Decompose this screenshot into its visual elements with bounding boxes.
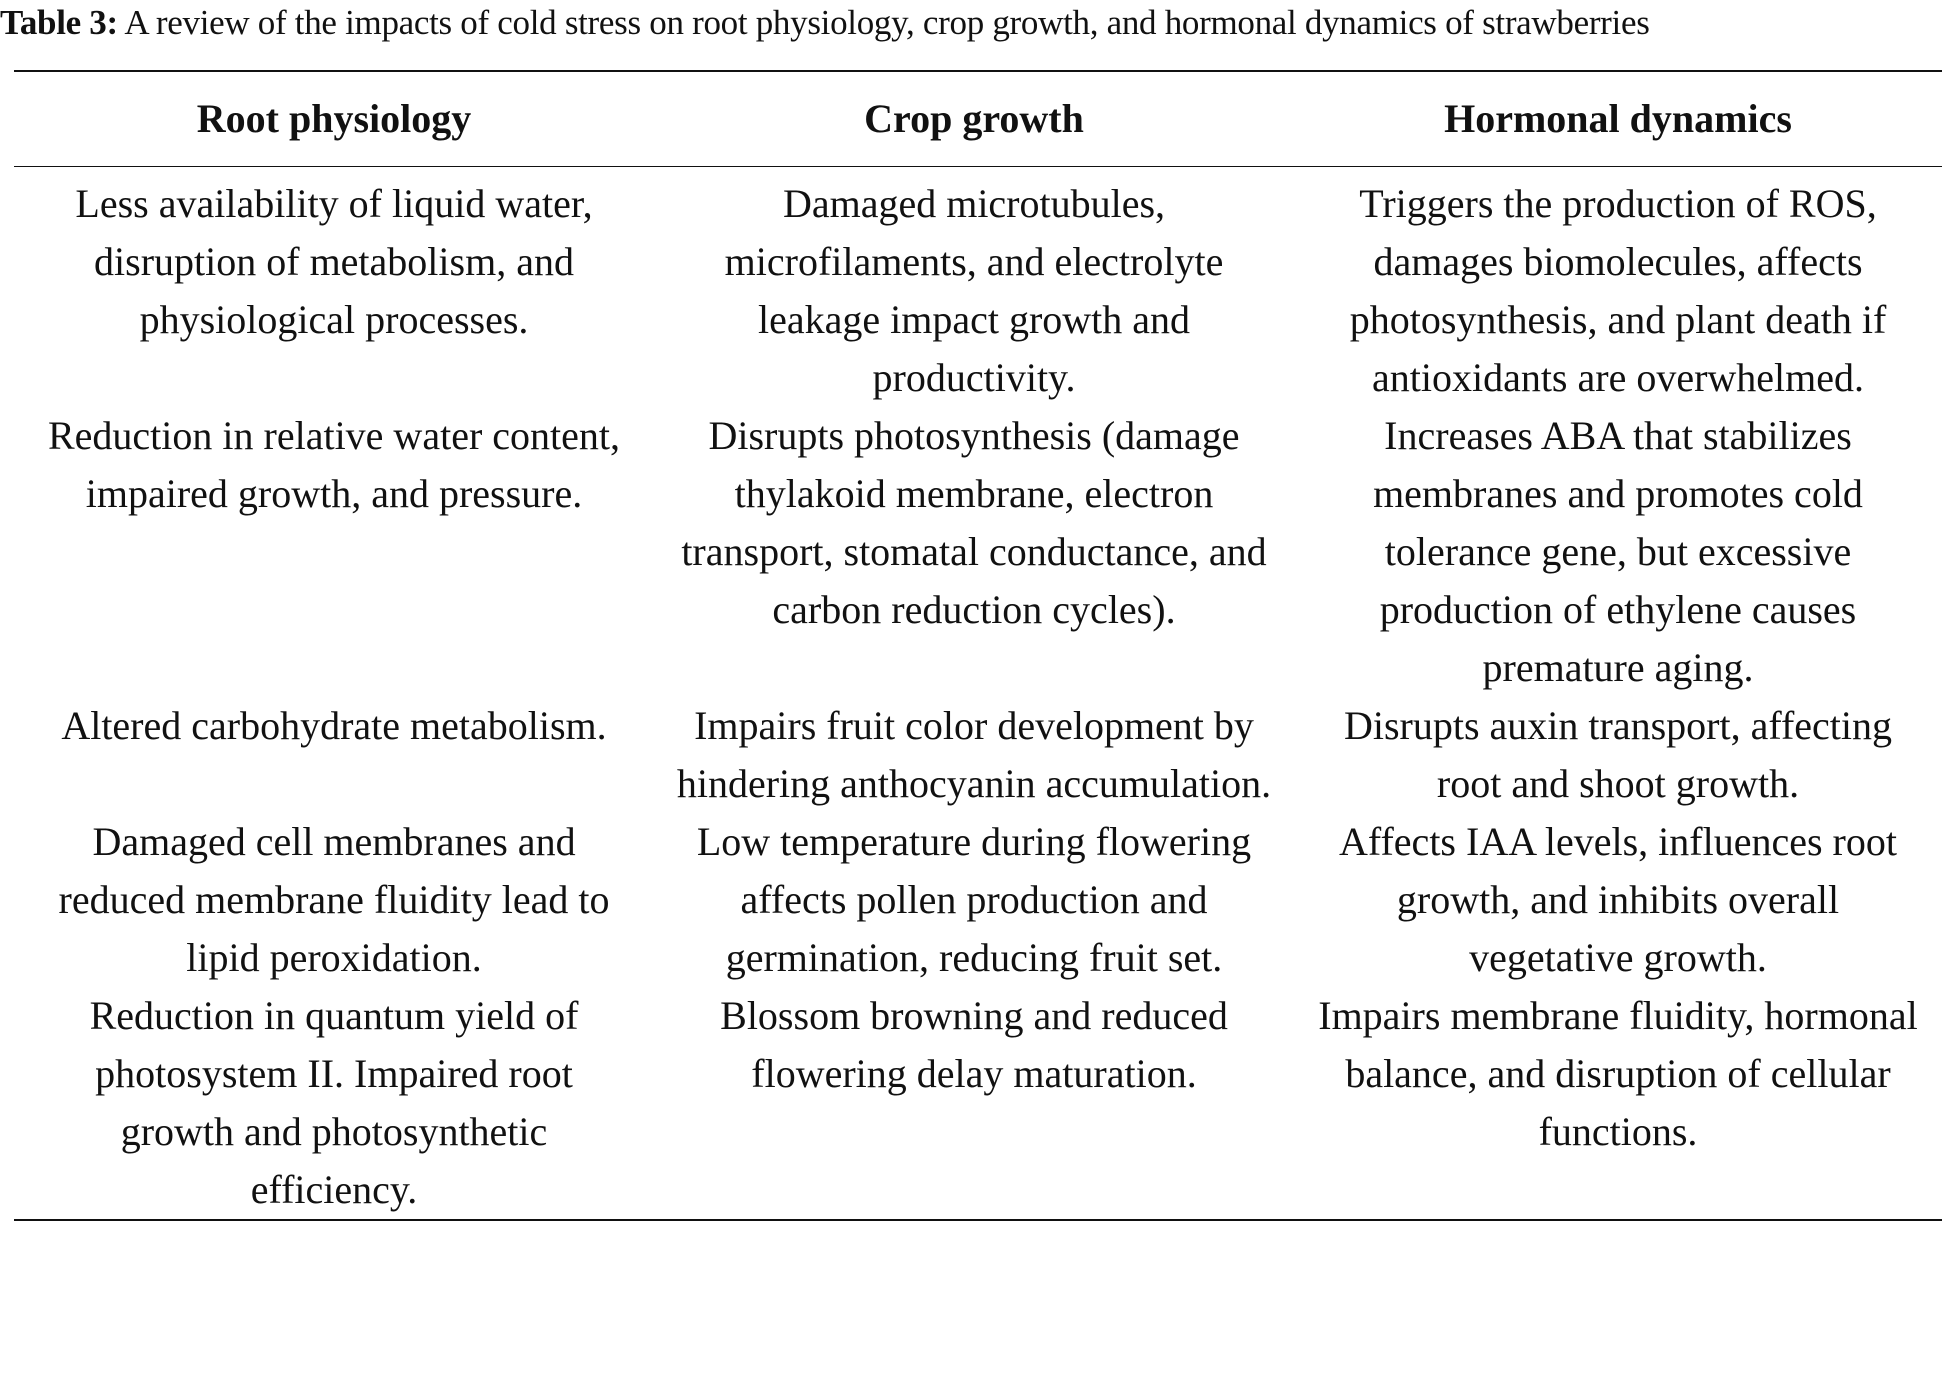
table-caption — [0, 0, 1954, 46]
table-cell: Low temperature during flowering affects pollen production and germination, reducing fruit set. — [696, 819, 1252, 980]
table-container — [14, 70, 1942, 1221]
table-row — [14, 987, 1942, 1220]
table-cell: Increases ABA that stabilizes membranes and promotes cold tolerance gene, but excessive production of ethylene causes premature aging. — [1373, 413, 1863, 690]
table-row — [14, 167, 1942, 408]
table-cell: Altered carbohydrate metabolism. — [61, 703, 607, 748]
header-root-physiology: Root physiology — [196, 96, 472, 141]
table-header-row — [14, 71, 1942, 167]
table-cell: Blossom browning and reduced flowering delay maturation. — [720, 993, 1228, 1096]
table-cell: Damaged microtubules, microfilaments, and electrolyte leakage impact growth and productivity. — [724, 181, 1224, 400]
table-caption-text: A review of the impacts of cold stress on root physiology, crop growth, and hormonal dynamics of strawberries — [124, 3, 1650, 42]
table-cell: Damaged cell membranes and reduced membrane fluidity lead to lipid peroxidation. — [58, 819, 610, 980]
impacts-table — [14, 70, 1942, 1221]
table-row — [14, 813, 1942, 987]
table-cell: Affects IAA levels, influences root growth, and inhibits overall vegetative growth. — [1339, 819, 1897, 980]
table-cell: Disrupts photosynthesis (damage thylakoid membrane, electron transport, stomatal conductance, and carbon reduction cycles). — [681, 413, 1267, 632]
table-cell: Disrupts auxin transport, affecting root and shoot growth. — [1343, 703, 1893, 806]
header-hormonal-dynamics: Hormonal dynamics — [1444, 96, 1792, 141]
table-row — [14, 407, 1942, 697]
table-cell: Reduction in quantum yield of photosystem II. Impaired root growth and photosynthetic efficiency. — [89, 993, 579, 1212]
table-cell: Reduction in relative water content, impaired growth, and pressure. — [47, 413, 620, 516]
table-row — [14, 697, 1942, 813]
table-cell: Impairs membrane fluidity, hormonal balance, and disruption of cellular functions. — [1318, 993, 1918, 1154]
table-caption-label: Table 3: — [0, 3, 118, 42]
table-cell: Less availability of liquid water, disruption of metabolism, and physiological processes. — [75, 181, 593, 342]
header-crop-growth: Crop growth — [864, 96, 1084, 141]
table-cell: Impairs fruit color development by hindering anthocyanin accumulation. — [676, 703, 1272, 806]
table-cell: Triggers the production of ROS, damages biomolecules, affects photosynthesis, and plant death if antioxidants are overwhelmed. — [1349, 181, 1887, 400]
